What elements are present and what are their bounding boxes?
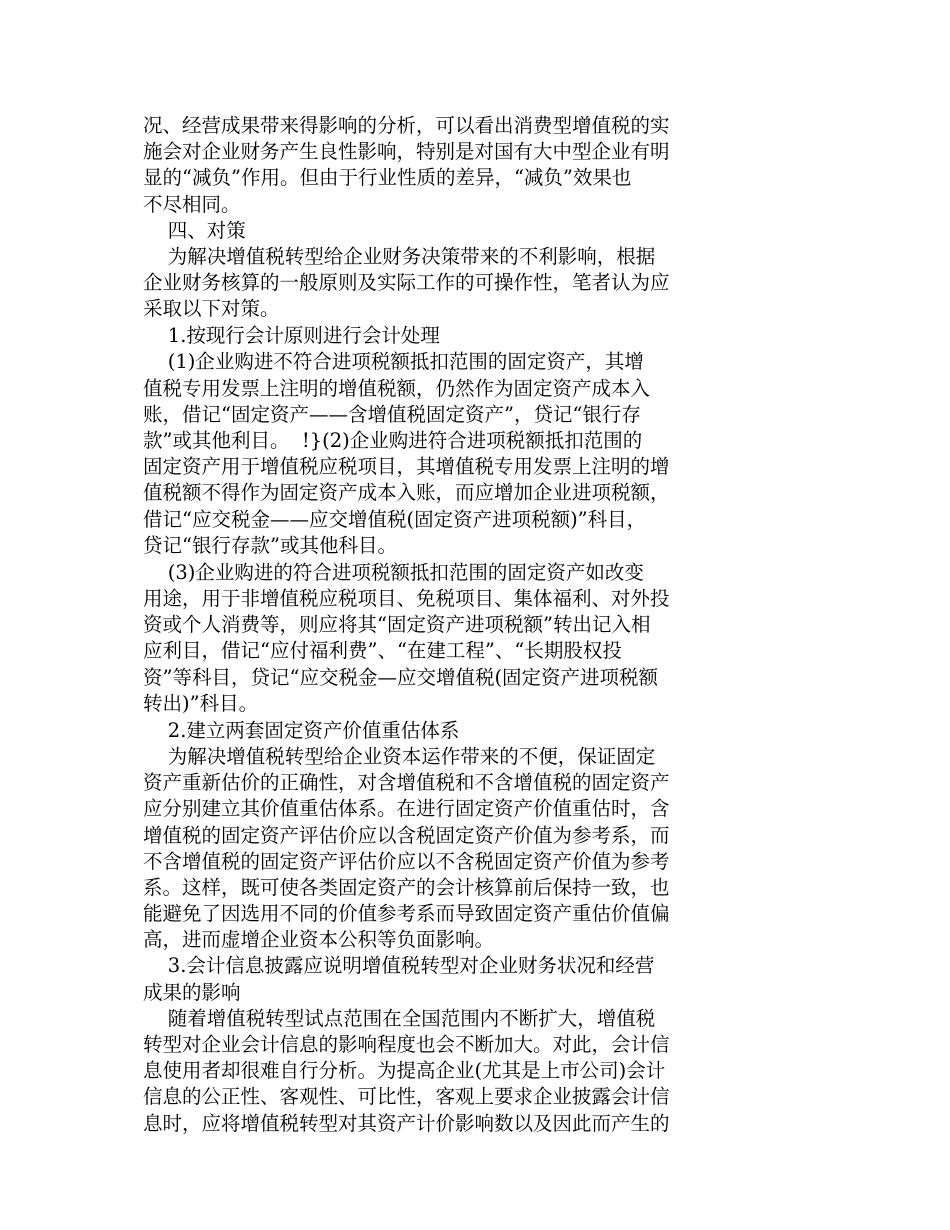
text-line: 用途，用于非增值税应税项目、免税项目、集体福利、对外投 [143,587,670,610]
text-line: 应分别建立其价值重估体系。在进行固定资产价值重估时，含 [143,797,670,821]
text-line: 账，借记“固定资产——含增值税固定资产”，贷记“银行存 [143,402,641,426]
text-line: 高，进而虚增企业资本公积等负面影响。 [143,928,495,952]
text-line: 施会对企业财务产生良性影响，特别是对国有大中型企业有明 [143,140,670,164]
text-line: 息时，应将增值税转型对其资产计价影响数以及因此而产生的 [143,1111,670,1135]
text-line: 为解决增值税转型给企业资本运作带来的不便，保证固定 [143,744,656,768]
text-line: 企业财务核算的一般原则及实际工作的可操作性，笔者认为应 [143,271,670,295]
subsection-heading: 成果的影响 [143,980,241,1004]
document-page [143,113,743,1137]
text-line: 况、经营成果带来得影响的分析，可以看出消费型增值税的实 [143,114,670,137]
text-line: 显的“减负”作用。但由于行业性质的差异，“减负”效果也 [143,166,632,190]
text-line: 能避免了因选用不同的价值参考系而导致固定资产重估价值偏 [143,902,670,926]
text-line: 息使用者却很难自行分析。为提高企业(尤其是上市公司)会计 [143,1059,666,1083]
text-line: 随着增值税转型试点范围在全国范围内不断扩大，增值税 [143,1006,656,1030]
text-line: 固定资产用于增值税应税项目，其增值税专用发票上注明的增 [143,455,670,479]
text-line: 贷记“银行存款”或其他科目。 [143,533,397,557]
subsection-heading: 2.建立两套固定资产价值重估体系 [143,718,460,742]
subsection-heading: 3.会计信息披露应说明增值税转型对企业财务状况和经营 [143,954,655,978]
text-line: 借记“应交税金——应交增值税(固定资产进项税额)”科目， [143,507,647,531]
text-line: 转出)”科目。 [143,691,259,715]
text-line: 不尽相同。 [143,192,241,216]
text-line: 增值税的固定资产评估价应以含税固定资产价值为参考系，而 [143,823,670,847]
text-line: 值税额不得作为固定资产成本入账，而应增加企业进项税额， [143,481,670,505]
text-line: 转型对企业会计信息的影响程度也会不断加大。对此，会计信 [143,1033,670,1056]
text-line: 应利目，借记“应付福利费”、“在建工程”、“长期股权投 [143,639,622,663]
subsection-heading: 1.按现行会计原则进行会计处理 [143,323,440,347]
text-line: 信息的公正性、客观性、可比性，客观上要求企业披露会计信 [143,1085,670,1109]
text-line: 值税专用发票上注明的增值税额，仍然作为固定资产成本入 [143,376,651,400]
text-line: 款”或其他利目。 !}(2)企业购进符合进项税额抵扣范围的 [143,429,643,453]
text-line: 资产重新估价的正确性，对含增值税和不含增值税的固定资产 [143,771,670,795]
text-line: 不含增值税的固定资产评估价应以不含税固定资产价值为参考 [143,849,670,873]
text-line: 采取以下对策。 [143,297,280,321]
text-line: (3)企业购进的符合进项税额抵扣范围的固定资产如改变 [143,560,644,584]
text-line: 资或个人消费等，则应将其“固定资产进项税额”转出记入相 [143,613,651,637]
text-line: 系。这样，既可使各类固定资产的会计核算前后保持一致，也 [143,875,670,899]
text-line: 为解决增值税转型给企业财务决策带来的不利影响，根据 [143,244,656,268]
text-line: 资”等科目，贷记“应交税金—应交增值税(固定资产进项税额 [143,665,659,689]
section-heading: 四、对策 [143,218,246,242]
text-line: (1)企业购进不符合进项税额抵扣范围的固定资产，其增 [143,349,644,373]
